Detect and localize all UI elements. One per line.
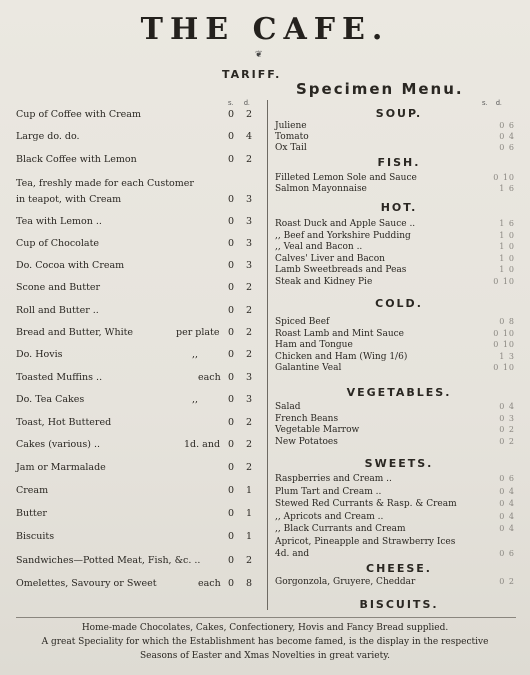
menu-item-name: Lamb Sweetbreads and Peas xyxy=(275,265,407,275)
price-shillings: 0 xyxy=(227,238,234,249)
menu-item-name: Gorgonzola, Gruyere, Cheddar xyxy=(275,577,416,587)
item-name: Roll and Butter .. xyxy=(16,305,99,316)
item-name: Cream xyxy=(16,485,49,496)
menu-item-name: Vegetable Marrow xyxy=(275,425,360,435)
menu-item xyxy=(275,328,520,340)
price-pence: 3 xyxy=(245,372,252,383)
menu-item-name: ,, Apricots and Cream .. xyxy=(275,511,384,522)
menu-item-price: 0 6 xyxy=(499,474,515,483)
menu-item xyxy=(275,276,520,288)
section-heading: SOUP. xyxy=(375,107,423,120)
item-note: each xyxy=(198,372,221,383)
price-pence: 1 xyxy=(245,485,252,496)
menu-item-price: 0 3 xyxy=(499,413,515,423)
section-heading: FISH. xyxy=(377,156,421,169)
tariff-heading: TARIFF. xyxy=(222,68,282,81)
menu-item-name: Steak and Kidney Pie xyxy=(275,276,373,287)
item-name: Cakes (various) .. xyxy=(16,439,101,450)
item-name: Do. Tea Cakes xyxy=(16,394,85,405)
price-pence: 3 xyxy=(245,394,252,405)
tariff-row xyxy=(16,281,266,295)
menu-item-price: 1 6 xyxy=(499,184,515,193)
menu-item xyxy=(275,351,520,363)
menu-item-name: Galantine Veal xyxy=(275,363,342,373)
menu-item-price: 0 10 xyxy=(493,276,515,286)
menu-item xyxy=(275,230,520,242)
tariff-row xyxy=(16,416,266,430)
menu-item xyxy=(275,436,520,448)
menu-item xyxy=(275,486,520,498)
menu-item-price: 0 6 xyxy=(499,121,515,130)
specimen-menu-heading: Specimen Menu. xyxy=(296,80,464,98)
pence-header-right: d. xyxy=(496,100,502,107)
tariff-row xyxy=(16,507,266,521)
tariff-row xyxy=(16,484,266,498)
menu-item-name: Raspberries and Cream .. xyxy=(275,474,392,484)
menu-item xyxy=(275,218,520,230)
item-note: 1d. and xyxy=(184,439,221,450)
item-name: Tea, freshly made for each Customer xyxy=(16,178,194,189)
tariff-row xyxy=(16,348,266,362)
item-name: Omelettes, Savoury or Sweet xyxy=(16,578,157,589)
price-pence: 2 xyxy=(245,555,252,566)
footer-rule xyxy=(16,617,516,618)
item-name: Cup of Chocolate xyxy=(16,238,100,249)
menu-item-name: Tomato xyxy=(275,132,309,142)
menu-item-name: Plum Tart and Cream .. xyxy=(275,486,382,497)
tariff-row xyxy=(16,259,266,273)
section-heading: SWEETS. xyxy=(364,457,434,470)
tariff-row xyxy=(16,193,266,207)
price-pence: 1 xyxy=(245,508,252,519)
menu-item xyxy=(275,498,520,510)
menu-item-name: ,, Beef and Yorkshire Pudding xyxy=(275,230,411,241)
menu-item-price: 0 2 xyxy=(499,577,515,586)
tariff-row xyxy=(16,130,266,144)
item-name: Scone and Butter xyxy=(16,282,101,293)
menu-item-price: 0 8 xyxy=(499,317,515,326)
menu-item-name: French Beans xyxy=(275,413,339,424)
menu-item xyxy=(275,339,520,351)
tariff-row xyxy=(16,438,266,452)
price-shillings: 0 xyxy=(227,327,234,338)
menu-item xyxy=(275,523,520,535)
menu-item-price: 0 4 xyxy=(499,132,515,141)
menu-item-price: 0 4 xyxy=(499,486,515,496)
menu-item-price: 0 2 xyxy=(499,425,515,434)
menu-item xyxy=(275,362,520,374)
menu-item-name: Ox Tail xyxy=(275,143,307,153)
menu-item-name: Salmon Mayonnaise xyxy=(275,184,367,194)
menu-item-name: Ham and Tongue xyxy=(275,340,353,350)
section-heading: VEGETABLES. xyxy=(346,386,452,399)
menu-item xyxy=(275,142,520,154)
price-shillings: 0 xyxy=(227,109,234,120)
tariff-row xyxy=(16,577,266,591)
menu-item-name: Filleted Lemon Sole and Sauce xyxy=(275,173,417,183)
menu-item-price: 0 2 xyxy=(499,436,515,446)
tariff-row xyxy=(16,237,266,251)
footer-line-1: Home-made Chocolates, Cakes, Confectionery, Hovis and Fancy Bread supplied. xyxy=(81,623,449,633)
section-heading: BISCUITS. xyxy=(359,598,439,611)
tariff-row xyxy=(16,304,266,318)
price-shillings: 0 xyxy=(227,531,234,542)
tariff-row xyxy=(16,393,266,407)
price-shillings: 0 xyxy=(227,462,234,473)
menu-item-price: 1 0 xyxy=(499,230,515,240)
price-pence: 3 xyxy=(245,260,252,271)
price-pence: 3 xyxy=(245,238,252,249)
shillings-header-right: s. xyxy=(482,100,488,107)
price-shillings: 0 xyxy=(227,282,234,293)
item-name: Butter xyxy=(16,508,47,519)
menu-item-name: Apricot, Pineapple and Strawberry Ices xyxy=(275,536,456,547)
tariff-row xyxy=(16,326,266,340)
price-shillings: 0 xyxy=(227,555,234,566)
tariff-row xyxy=(16,177,266,191)
footer-line-3: Seasons of Easter and Xmas Novelties in great variety. xyxy=(140,651,390,661)
tariff-row xyxy=(16,530,266,544)
ornament-icon: ❦ xyxy=(255,50,263,60)
menu-item-price: 0 6 xyxy=(499,143,515,152)
menu-item-name: 4d. and xyxy=(275,549,310,559)
price-shillings: 0 xyxy=(227,216,234,227)
price-shillings: 0 xyxy=(227,260,234,271)
item-name: Jam or Marmalade xyxy=(16,462,106,473)
item-note: ,, xyxy=(192,394,199,405)
section-heading: COLD. xyxy=(375,297,423,310)
price-shillings: 0 xyxy=(227,578,234,589)
menu-item xyxy=(275,548,520,560)
item-name: Toasted Muffins .. xyxy=(16,372,103,383)
menu-item-price: 1 0 xyxy=(499,265,515,274)
price-pence: 3 xyxy=(245,194,252,205)
price-shillings: 0 xyxy=(227,508,234,519)
price-pence: 2 xyxy=(245,282,252,293)
item-name: in teapot, with Cream xyxy=(16,194,122,205)
menu-item xyxy=(275,241,520,253)
menu-item xyxy=(275,316,520,328)
menu-item-price: 0 10 xyxy=(493,340,515,349)
column-divider xyxy=(267,100,268,610)
menu-item xyxy=(275,401,520,413)
menu-item-price: 0 6 xyxy=(499,549,515,558)
item-name: Sandwiches—Potted Meat, Fish, &c. .. xyxy=(16,555,201,566)
price-shillings: 0 xyxy=(227,372,234,383)
price-shillings: 0 xyxy=(227,154,234,165)
menu-item-name: Chicken and Ham (Wing 1/6) xyxy=(275,351,408,362)
tariff-row xyxy=(16,215,266,229)
menu-item-name: Calves' Liver and Bacon xyxy=(275,253,385,264)
menu-item-name: ,, Black Currants and Cream xyxy=(275,524,406,534)
menu-item-price: 0 4 xyxy=(499,524,515,533)
item-name: Toast, Hot Buttered xyxy=(16,417,112,428)
item-name: Biscuits xyxy=(16,531,55,542)
page-title: THE CAFE. xyxy=(140,12,390,47)
price-pence: 2 xyxy=(245,417,252,428)
menu-item-price: 1 0 xyxy=(499,253,515,263)
item-name: Do. Hovis xyxy=(16,349,63,360)
price-shillings: 0 xyxy=(227,485,234,496)
tariff-row xyxy=(16,153,266,167)
menu-item xyxy=(275,473,520,485)
footer-line-2: A great Speciality for which the Establishment has become famed, is the display in the respective xyxy=(41,637,489,647)
item-name: Cup of Coffee with Cream xyxy=(16,109,141,120)
tariff-row xyxy=(16,554,266,568)
menu-item-price: 0 10 xyxy=(493,173,515,182)
tariff-row xyxy=(16,371,266,385)
item-note: each xyxy=(198,578,221,589)
item-name: Large do. do. xyxy=(16,131,80,142)
menu-item-name: Spiced Beef xyxy=(275,317,330,327)
menu-item xyxy=(275,264,520,276)
price-pence: 2 xyxy=(245,462,252,473)
item-note: ,, xyxy=(192,349,199,360)
menu-item-name: Juliene xyxy=(275,121,307,131)
menu-item-price: 0 10 xyxy=(493,328,515,338)
menu-item-price: 1 3 xyxy=(499,351,515,361)
menu-item xyxy=(275,253,520,265)
tariff-row xyxy=(16,461,266,475)
menu-item-price: 0 4 xyxy=(499,499,515,508)
item-name: Black Coffee with Lemon xyxy=(16,154,137,165)
section-heading: CHEESE. xyxy=(366,562,432,575)
price-pence: 2 xyxy=(245,305,252,316)
menu-item-name: Roast Lamb and Mint Sauce xyxy=(275,328,405,339)
item-note: per plate xyxy=(176,327,220,338)
item-name: Tea with Lemon .. xyxy=(16,216,102,227)
price-shillings: 0 xyxy=(227,439,234,450)
menu-item-price: 0 4 xyxy=(499,511,515,521)
menu-item-price: 1 6 xyxy=(499,219,515,228)
tariff-row xyxy=(16,108,266,122)
price-pence: 1 xyxy=(245,531,252,542)
price-pence: 2 xyxy=(245,154,252,165)
price-pence: 4 xyxy=(245,131,252,142)
menu-item-price: 1 0 xyxy=(499,242,515,251)
price-shillings: 0 xyxy=(227,131,234,142)
item-name: Bread and Butter, White xyxy=(16,327,134,338)
menu-item-name: ,, Veal and Bacon .. xyxy=(275,242,363,252)
price-shillings: 0 xyxy=(227,394,234,405)
price-pence: 3 xyxy=(245,216,252,227)
menu-item-name: Stewed Red Currants & Rasp. & Cream xyxy=(275,499,457,509)
pence-header: d. xyxy=(244,100,250,107)
price-shillings: 0 xyxy=(227,349,234,360)
menu-item xyxy=(275,536,520,548)
menu-item-price: 0 10 xyxy=(493,363,515,372)
menu-item xyxy=(275,413,520,425)
menu-item xyxy=(275,576,520,588)
price-pence: 8 xyxy=(245,578,252,589)
price-pence: 2 xyxy=(245,349,252,360)
price-shillings: 0 xyxy=(227,305,234,316)
item-name: Do. Cocoa with Cream xyxy=(16,260,125,271)
menu-item-name: Roast Duck and Apple Sauce .. xyxy=(275,219,416,229)
price-shillings: 0 xyxy=(227,417,234,428)
menu-item-name: New Potatoes xyxy=(275,436,338,447)
price-pence: 2 xyxy=(245,439,252,450)
menu-item xyxy=(275,424,520,436)
section-heading: HOT. xyxy=(380,201,418,214)
price-shillings: 0 xyxy=(227,194,234,205)
menu-item-name: Salad xyxy=(275,402,301,412)
price-pence: 2 xyxy=(245,327,252,338)
menu-item xyxy=(275,183,520,195)
menu-item-price: 0 4 xyxy=(499,402,515,411)
shillings-header: s. xyxy=(228,100,234,107)
price-pence: 2 xyxy=(245,109,252,120)
menu-item xyxy=(275,511,520,523)
